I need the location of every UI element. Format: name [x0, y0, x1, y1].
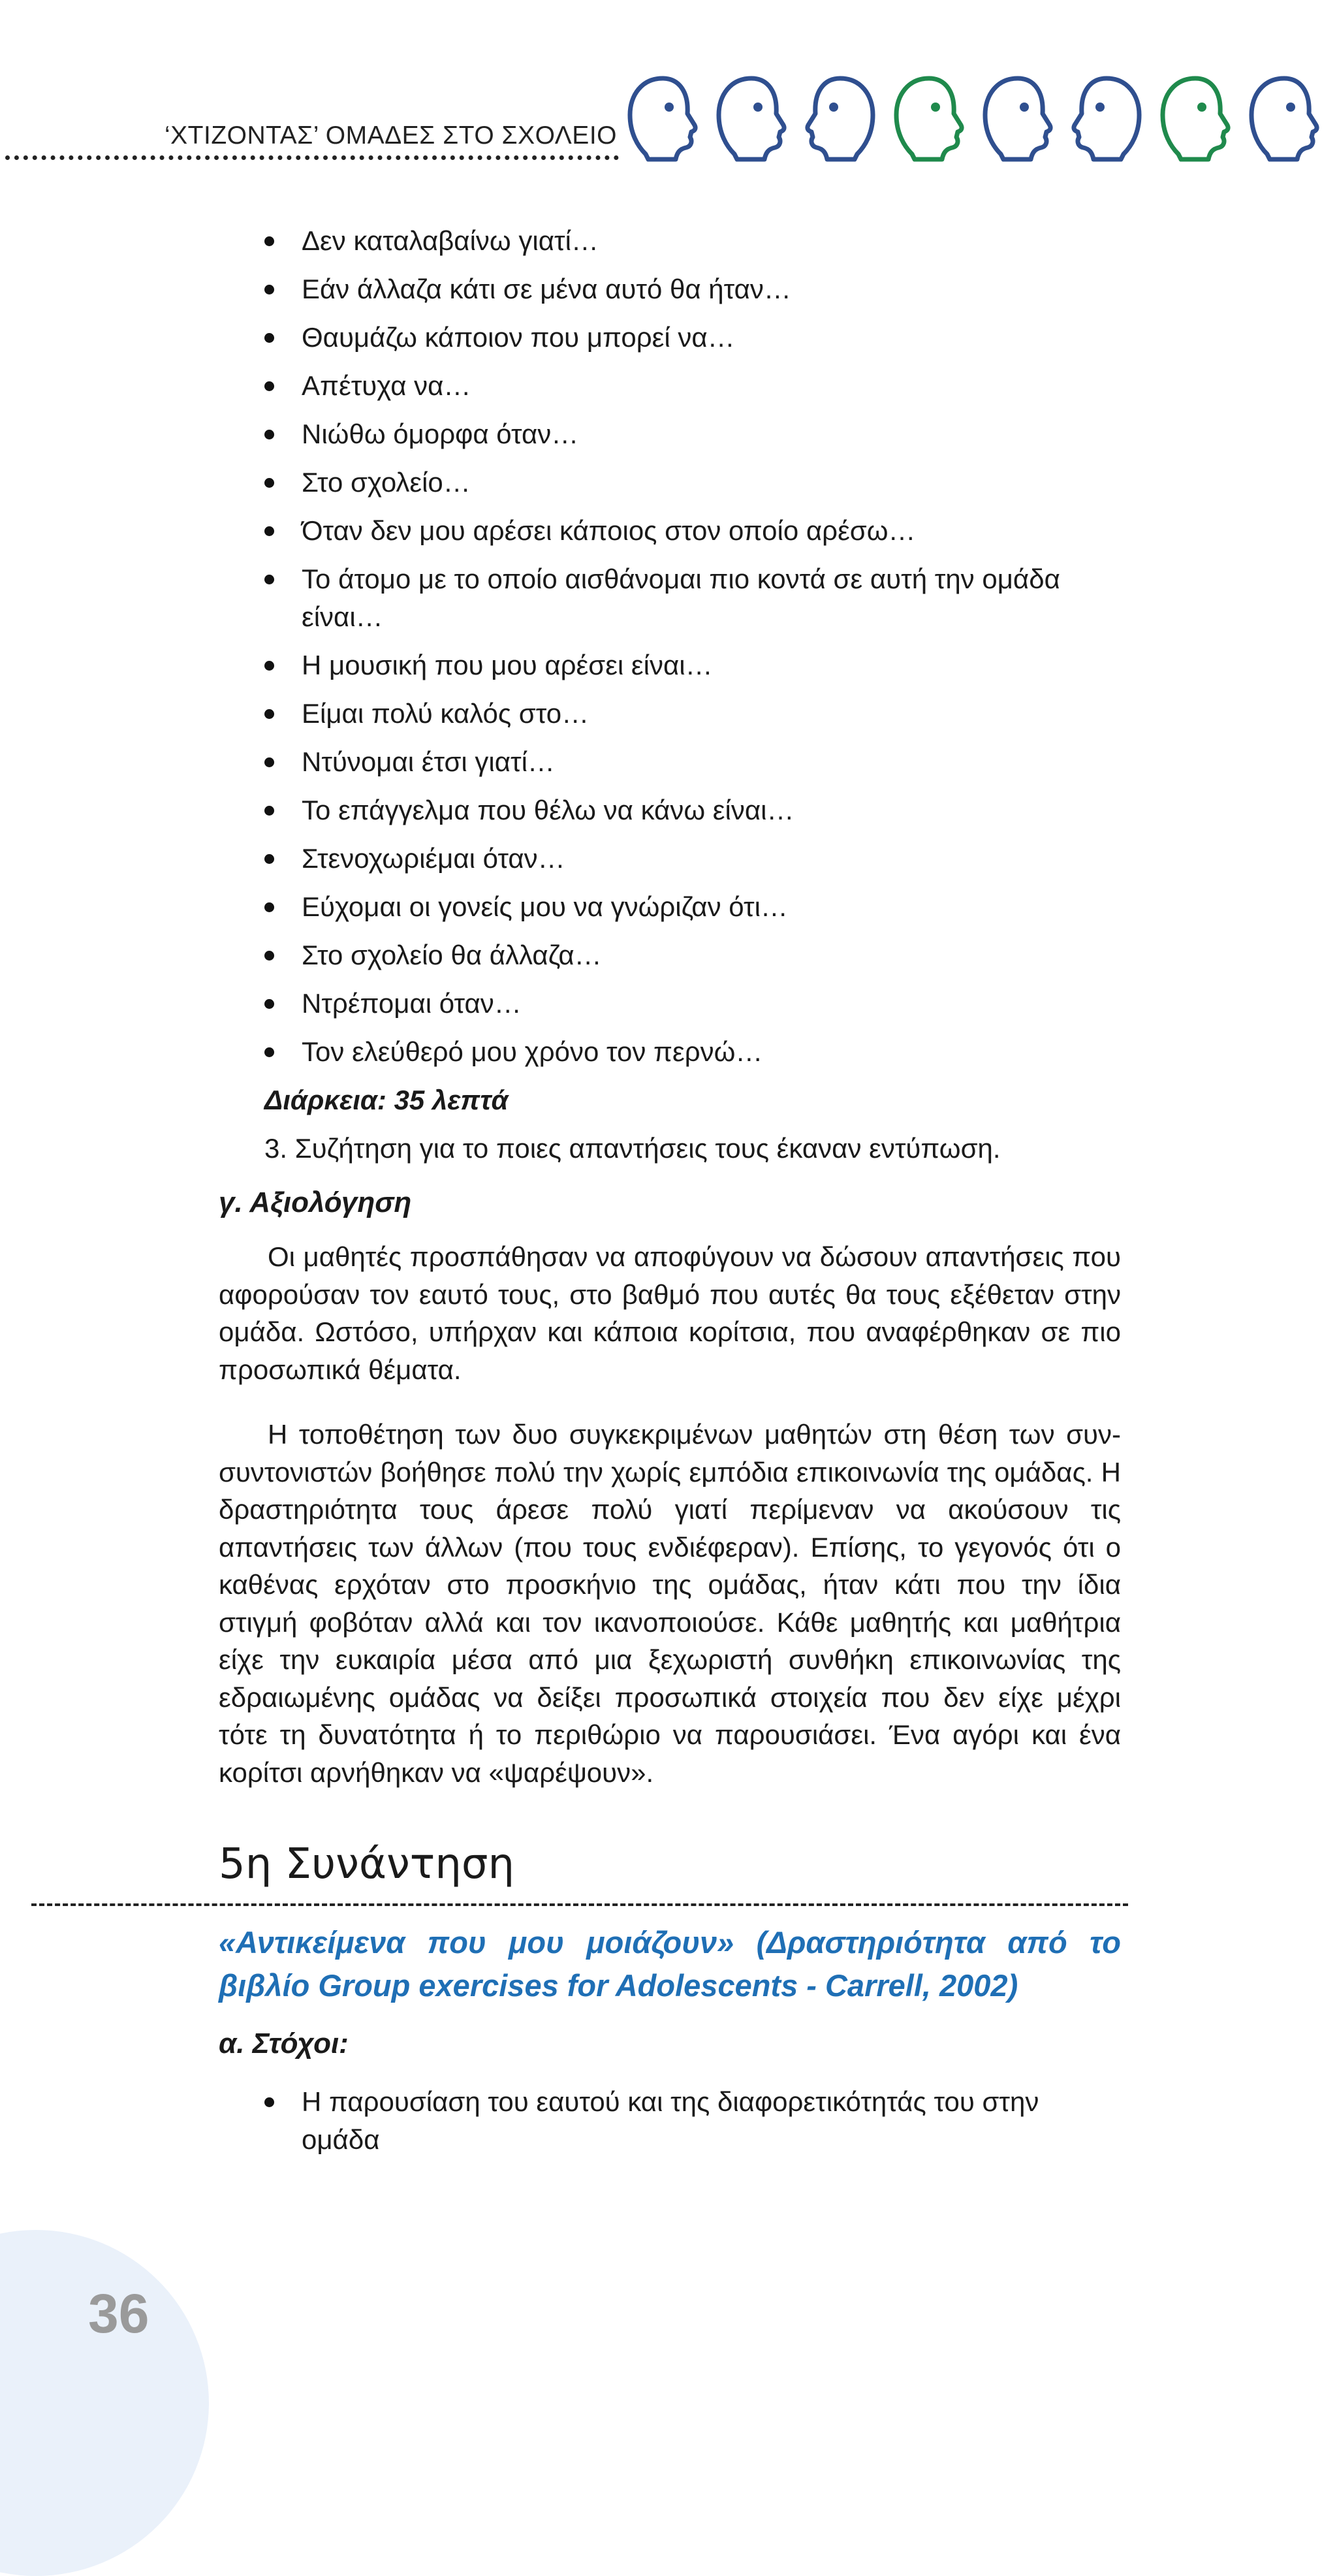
list-item: [219, 512, 1121, 550]
list-item-text: Εάν άλλαζα κάτι σε μένα αυτό θα ήταν…: [302, 274, 791, 304]
bullet-icon: [264, 575, 274, 584]
evaluation-paragraph-1: Οι μαθητές προσπάθησαν να αποφύγουν να δώσουν απαντήσεις που αφορούσαν τον εαυτό τους, στο βαθμό που αυτές θα τους εξέθεταν στην ομάδα. Ωστόσο, υπήρχαν και κάποια κορίτσια, που αναφέρθηκαν σε πιο προσωπικά θέματα.: [219, 1241, 1121, 1385]
list-item: [219, 367, 1121, 405]
list-item: [219, 270, 1121, 308]
section-dashed-rule: [31, 1903, 1128, 1906]
list-item: [219, 743, 1121, 781]
evaluation-paragraph-2: Η τοποθέτηση των δυο συγκεκριμένων μαθητών στη θέση των συν-συντονιστών βοήθησε πολύ την χωρίς εμπόδια επικοινωνία της ομάδας. Η δραστηριότητα τους άρεσε πολύ γιατί περίμεναν να ακούσουν τις απαντήσεις των άλλων (που τους ενδιέφεραν). Επίσης, το γεγονός ότι ο καθένας ερχόταν στο προσκήνιο της ομάδας, ήταν κάτι που την ίδια στιγμή φοβόταν αλλά και τον ικανοποιούσε. Κάθε μαθητής και μαθήτρια είχε την ευκαιρία μέσα από μια ξεχωριστή συνθήκη επικοινωνίας της εδραιωμένης ομάδας να δείξει προσωπικά στοιχεία που δεν είχε μέχρι τότε τη δυνατότητα ή το περιθώριο να παρουσιάσει. Ένα αγόρι και ένα κορίτσι αρνήθηκαν να «ψαρέψουν».: [219, 1419, 1121, 1788]
list-item-text: Όταν δεν μου αρέσει κάποιος στον οποίο αρέσω…: [302, 515, 916, 546]
bullet-icon: [264, 951, 274, 961]
list-item-text: Ντρέπομαι όταν…: [302, 988, 522, 1019]
bullet-icon: [264, 757, 274, 767]
bullet-icon: [264, 806, 274, 816]
running-header: ‘ΧΤΙΖΟΝΤΑΣ’ ΟΜΑΔΕΣ ΣΤΟ ΣΧΟΛΕΙΟ: [165, 121, 617, 150]
bullet-icon: [264, 478, 274, 488]
bullet-icon: [264, 526, 274, 536]
list-item: [219, 646, 1121, 684]
bullet-icon: [264, 1047, 274, 1057]
list-item: [219, 415, 1121, 453]
face-icon: [1245, 73, 1323, 165]
header-dotted-rule: [5, 155, 619, 160]
page-number: 36: [88, 2283, 149, 2344]
bullet-icon: [264, 854, 274, 864]
bullet-icon: [264, 285, 274, 294]
bullet-icon: [264, 709, 274, 719]
header-faces-decoration: [623, 73, 1337, 165]
list-item-text: Στο σχολείο…: [302, 467, 471, 498]
list-item: [219, 695, 1121, 733]
list-item: [219, 319, 1121, 357]
activity-title: «Αντικείμενα που μου μοιάζουν» (Δραστηριότητα από το βιβλίο Group exercises for Adolescents - Carrell, 2002): [219, 1925, 1121, 2003]
bullet-icon: [264, 430, 274, 439]
list-item: [219, 791, 1121, 829]
bullet-icon: [264, 381, 274, 391]
list-item-text: Η παρουσίαση του εαυτού και της διαφορετικότητάς του στην ομάδα: [302, 2086, 1039, 2155]
face-icon: [712, 73, 791, 165]
main-content: [219, 222, 1121, 1819]
list-item-text: Θαυμάζω κάποιον που μπορεί να…: [302, 322, 735, 353]
list-item-text: Η μουσική που μου αρέσει είναι…: [302, 650, 713, 680]
list-item-text: Είμαι πολύ καλός στο…: [302, 698, 590, 729]
list-item: [219, 936, 1121, 974]
list-item: [219, 985, 1121, 1023]
bullet-icon: [264, 2097, 274, 2107]
list-item-text: Το άτομο με το οποίο αισθάνομαι πιο κοντά σε αυτή την ομάδα είναι…: [302, 564, 1060, 632]
goals-list: [219, 2083, 1121, 2159]
list-item: [219, 560, 1121, 636]
face-icon: [1156, 73, 1235, 165]
list-item-text: Στενοχωριέμαι όταν…: [302, 843, 565, 874]
face-icon: [979, 73, 1057, 165]
prompt-list: [219, 222, 1121, 1071]
bullet-icon: [264, 999, 274, 1009]
duration-label: Διάρκεια: 35 λεπτά: [264, 1085, 509, 1115]
list-item: [219, 2083, 1121, 2159]
list-item: [219, 888, 1121, 926]
face-icon: [801, 73, 879, 165]
list-item-text: Νιώθω όμορφα όταν…: [302, 419, 579, 449]
goals-heading: α. Στόχοι:: [219, 2027, 349, 2059]
list-item-text: Στο σχολείο θα άλλαζα…: [302, 940, 602, 970]
face-icon: [890, 73, 968, 165]
section-title: 5η Συνάντηση: [219, 1840, 514, 1888]
list-item-text: Εύχομαι οι γονείς μου να γνώριζαν ότι…: [302, 891, 788, 922]
list-item: [219, 1033, 1121, 1071]
bullet-icon: [264, 661, 274, 671]
list-item-text: Ντύνομαι έτσι γιατί…: [302, 746, 555, 777]
list-item-text: Τον ελεύθερό μου χρόνο τον περνώ…: [302, 1036, 763, 1067]
bullet-icon: [264, 236, 274, 246]
evaluation-heading: γ. Αξιολόγηση: [219, 1186, 412, 1218]
list-item: [219, 840, 1121, 878]
step-3: 3. Συζήτηση για το ποιες απαντήσεις τους έκαναν εντύπωση.: [264, 1133, 1001, 1164]
bullet-icon: [264, 902, 274, 912]
list-item: [219, 222, 1121, 260]
face-icon: [623, 73, 702, 165]
bullet-icon: [264, 333, 274, 343]
face-icon: [1067, 73, 1146, 165]
goals-content: [219, 2083, 1121, 2169]
list-item-text: Το επάγγελμα που θέλω να κάνω είναι…: [302, 795, 794, 825]
list-item-text: Απέτυχα να…: [302, 370, 471, 401]
list-item: [219, 464, 1121, 501]
list-item-text: Δεν καταλαβαίνω γιατί…: [302, 225, 599, 256]
